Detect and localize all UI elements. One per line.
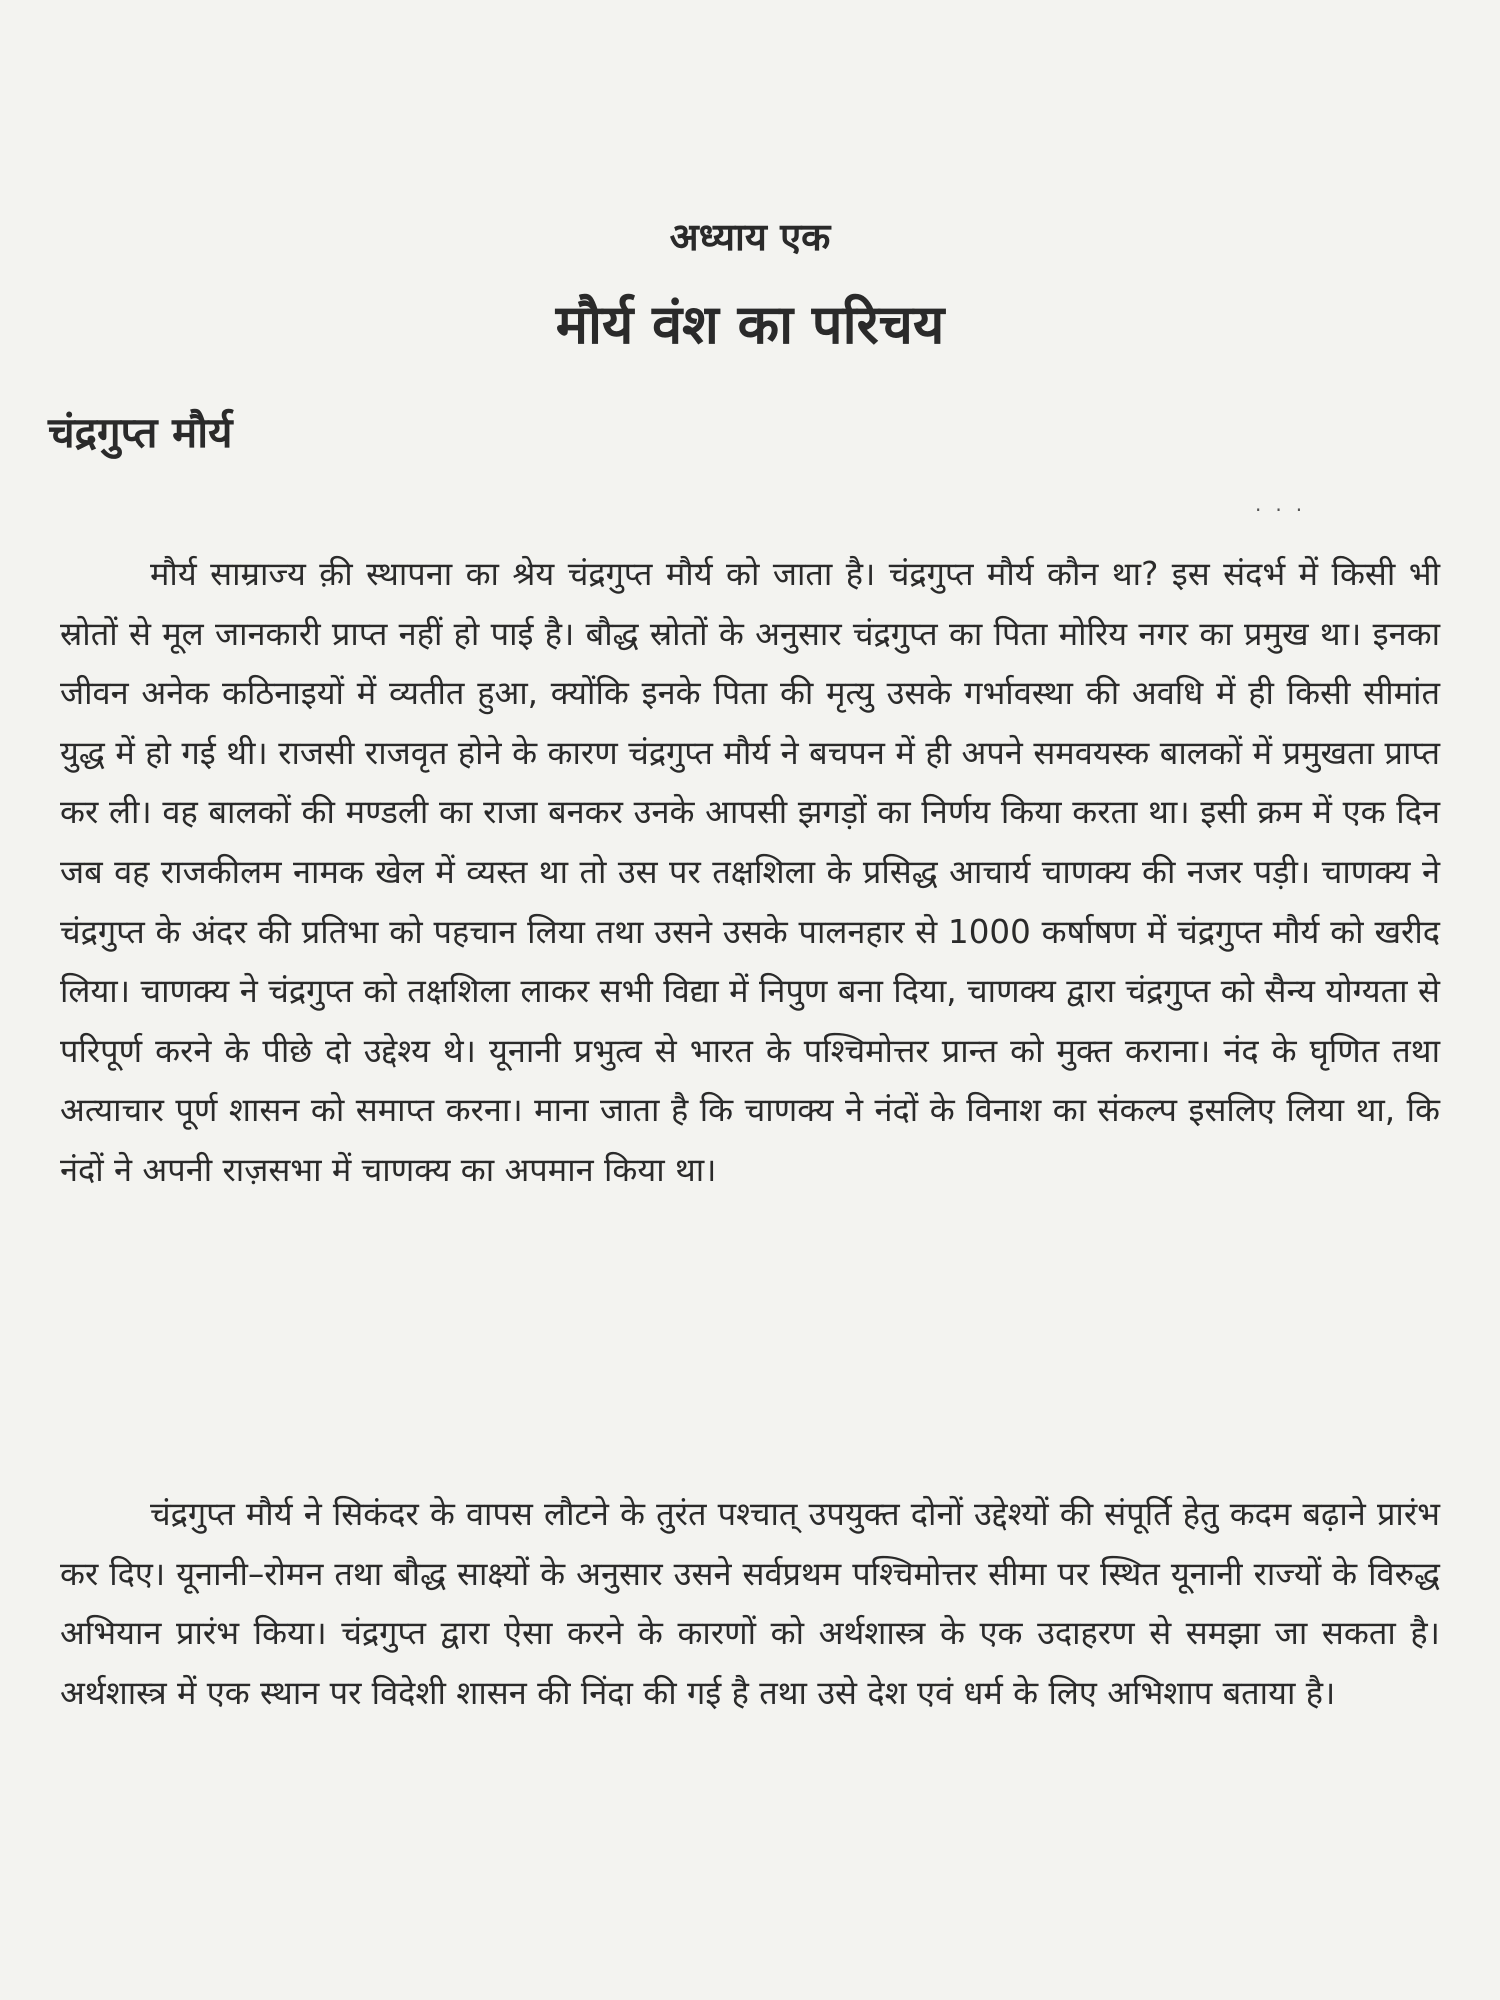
print-speck: · · · [1255, 498, 1309, 522]
paragraph-1: मौर्य साम्राज्य क़ी स्थापना का श्रेय चंद्रगुप्त मौर्य को जाता है। चंद्रगुप्त मौर्य कौन था? इस संदर्भ में किसी भी स्रोतों से मूल जानकारी प्राप्त नहीं हो पाई है। बौद्ध स्रोतों के अनुसार चंद्रगुप्त का पिता मोरिय नगर का प्रमुख था। इनका जीवन अनेक कठिनाइयों में व्यतीत हुआ, क्योंकि इनके पिता की मृत्यु उसके गर्भावस्था की अवधि में ही किसी सीमांत युद्ध में हो गई थी। राजसी राजवृत होने के कारण चंद्रगुप्त मौर्य ने बचपन में ही अपने समवयस्क बालकों में प्रमुखता प्राप्त कर ली। वह बालकों की मण्डली का राजा बनकर उनके आपसी झगड़ों का निर्णय किया करता था। इसी क्रम में एक दिन जब वह राजकीलम नामक खेल में व्यस्त था तो उस पर तक्षशिला के प्रसिद्ध आचार्य चाणक्य की नजर पड़ी। चाणक्य ने चंद्रगुप्त के अंदर की प्रतिभा को पहचान लिया तथा उसने उसके पालनहार से 1000 कर्षाषण में चंद्रगुप्त मौर्य को खरीद लिया। चाणक्य ने चंद्रगुप्त को तक्षशिला लाकर सभी विद्या में निपुण बना दिया, चाणक्य द्वारा चंद्रगुप्त को सैन्य योग्यता से परिपूर्ण करने के पीछे दो उद्देश्य थे। यूनानी प्रभुत्व से भारत के पश्चिमोत्तर प्रान्त को मुक्त कराना। नंद के घृणित तथा अत्याचार पूर्ण शासन को समाप्त करना। माना जाता है कि चाणक्य ने नंदों के विनाश का संकल्प इसलिए लिया था, कि नंदों ने अपनी राज़सभा में चाणक्य का अपमान किया था। [60, 555, 1440, 1189]
paragraph-2: चंद्रगुप्त मौर्य ने सिकंदर के वापस लौटने के तुरंत पश्चात् उपयुक्त दोनों उद्देश्यों की संपूर्ति हेतु कदम बढ़ाने प्रारंभ कर दिए। यूनानी–रोमन तथा बौद्ध साक्ष्यों के अनुसार उसने सर्वप्रथम पश्चिमोत्तर सीमा पर स्थित यूनानी राज्यों के विरुद्ध अभियान प्रारंभ किया। चंद्रगुप्त द्वारा ऐसा करने के कारणों को अर्थशास्त्र के एक उदाहरण से समझा जा सकता है। अर्थशास्त्र में एक स्थान पर विदेशी शासन की निंदा की गई है तथा उसे देश एवं धर्म के लिए अभिशाप बताया है। [60, 1495, 1440, 1712]
section-heading: चंद्रगुप्त मौर्य [48, 408, 233, 457]
chapter-label: अध्याय एक [669, 215, 831, 259]
chapter-title: मौर्य वंश का परिचय [555, 293, 945, 356]
